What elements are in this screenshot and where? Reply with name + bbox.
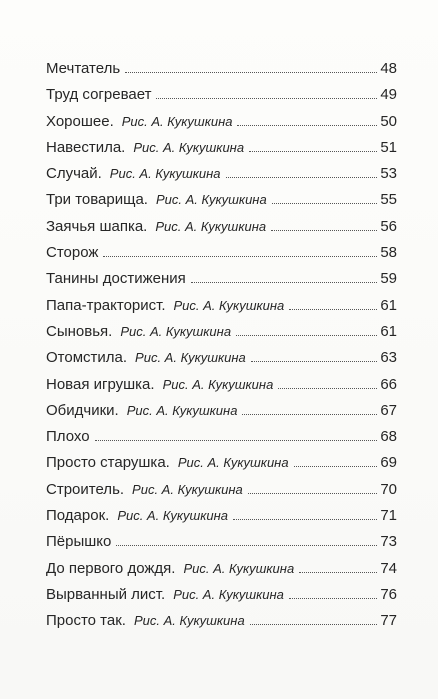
toc-entry-illustrator-credit: Рис. А. Кукушкина — [173, 297, 285, 313]
toc-entry-title: Случай. — [46, 165, 102, 183]
toc-entry-title: Сторож — [46, 244, 99, 262]
toc-entry — [46, 556, 397, 582]
toc-entry — [46, 608, 397, 634]
toc-entry-title: Просто так. — [46, 612, 126, 630]
toc-entry — [46, 82, 397, 108]
toc-entry-title: Мечтатель — [46, 60, 121, 77]
dot-leader — [289, 598, 377, 599]
toc-entry — [46, 161, 397, 187]
toc-entry-illustrator-credit: Рис. А. Кукушкина — [155, 192, 267, 208]
toc-entry — [46, 450, 397, 476]
toc-entry — [46, 424, 397, 450]
toc-entry — [46, 109, 397, 135]
toc-entry-illustrator-credit: Рис. А. Кукушкина — [133, 139, 245, 155]
toc-entry-page-number: 55 — [380, 191, 397, 209]
toc-entry-page-number: 50 — [380, 112, 397, 130]
dot-leader — [299, 572, 377, 573]
toc-entry-page-number: 56 — [380, 217, 397, 235]
dot-leader — [226, 177, 378, 178]
toc-entry — [46, 187, 397, 213]
toc-entry-page-number: 67 — [380, 401, 397, 419]
toc-entry-title: Труд согревает — [46, 86, 152, 104]
toc-entry-page-number: 71 — [380, 507, 397, 525]
dot-leader — [191, 282, 378, 283]
toc-entry-title: Навестила. — [46, 138, 126, 156]
toc-entry-page-number: 53 — [380, 165, 397, 183]
toc-entry-page-number: 77 — [380, 612, 397, 630]
toc-entry — [46, 135, 397, 161]
dot-leader — [251, 361, 378, 362]
toc-entry — [46, 398, 397, 424]
toc-entry — [46, 240, 397, 266]
dot-leader — [233, 519, 377, 520]
dot-leader — [237, 125, 377, 126]
toc-entry-page-number: 63 — [380, 349, 397, 367]
dot-leader — [95, 440, 378, 441]
toc-entry-title: Сыновья. — [46, 322, 113, 340]
table-of-contents — [46, 56, 397, 635]
toc-entry-page-number: 74 — [380, 559, 397, 577]
dot-leader — [248, 493, 378, 494]
toc-entry — [46, 477, 397, 503]
toc-entry — [46, 319, 397, 345]
toc-entry — [46, 345, 397, 371]
dot-leader — [272, 203, 378, 204]
toc-entry-illustrator-credit: Рис. А. Кукушкина — [120, 323, 232, 339]
toc-entry-page-number: 58 — [380, 244, 397, 262]
toc-entry-title: Заячья шапка. — [46, 217, 148, 235]
toc-entry-illustrator-credit: Рис. А. Кукушкина — [117, 508, 229, 524]
dot-leader — [250, 624, 378, 625]
toc-entry-page-number: 61 — [380, 296, 397, 314]
toc-entry-title: Вырванный лист. — [46, 585, 166, 603]
toc-entry-illustrator-credit: Рис. А. Кукушкина — [132, 481, 243, 497]
toc-entry — [46, 582, 397, 608]
toc-entry-illustrator-credit: Рис. А. Кукушкина — [126, 402, 238, 418]
dot-leader — [125, 72, 377, 73]
dot-leader — [278, 388, 377, 389]
dot-leader — [289, 309, 377, 310]
toc-entry-title: Обидчики. — [46, 401, 119, 419]
toc-entry-title: Строитель. — [46, 480, 125, 498]
dot-leader — [242, 414, 377, 415]
toc-entry-title: Плохо — [46, 428, 90, 446]
dot-leader — [156, 98, 377, 99]
toc-entry-title: Новая игрушка. — [46, 375, 155, 393]
toc-entry-illustrator-credit: Рис. А. Кукушкина — [162, 376, 274, 392]
toc-entry-title: Пёрышко — [46, 533, 112, 551]
toc-entry-illustrator-credit: Рис. А. Кукушкина — [183, 560, 295, 576]
toc-entry — [46, 372, 397, 398]
toc-entry — [46, 503, 397, 529]
toc-entry-page-number: 68 — [380, 428, 397, 446]
toc-entry-illustrator-credit: Рис. А. Кукушкина — [177, 455, 289, 471]
toc-entry-illustrator-credit: Рис. А. Кукушкина — [121, 113, 233, 129]
toc-entry-page-number: 48 — [380, 60, 397, 77]
toc-entry-page-number: 61 — [380, 322, 397, 340]
toc-entry-page-number: 51 — [380, 138, 397, 156]
toc-entry-illustrator-credit: Рис. А. Кукушкина — [155, 218, 267, 234]
toc-entry-title: Отомстила. — [46, 349, 128, 367]
dot-leader — [249, 151, 377, 152]
dot-leader — [103, 256, 377, 257]
toc-entry-title: Хорошее. — [46, 112, 114, 130]
toc-entry-title: Три товарища. — [46, 191, 148, 209]
dot-leader — [271, 230, 377, 231]
toc-entry-illustrator-credit: Рис. А. Кукушкина — [109, 166, 221, 182]
toc-entry-title: Папа-тракторист. — [46, 296, 166, 314]
toc-entry-illustrator-credit: Рис. А. Кукушкина — [173, 586, 284, 602]
toc-entry-page-number: 70 — [380, 480, 397, 498]
toc-entry-page-number: 66 — [380, 375, 397, 393]
toc-entry — [46, 293, 397, 319]
toc-entry — [46, 266, 397, 292]
dot-leader — [294, 466, 378, 467]
dot-leader — [116, 545, 377, 546]
toc-entry-title: Танины достижения — [46, 270, 186, 288]
toc-entry — [46, 214, 397, 240]
toc-entry-title: Подарок. — [46, 507, 110, 525]
toc-entry-illustrator-credit: Рис. А. Кукушкина — [135, 350, 246, 366]
toc-entry-page-number: 49 — [380, 86, 397, 104]
toc-entry-page-number: 73 — [380, 533, 397, 551]
toc-entry-illustrator-credit: Рис. А. Кукушкина — [133, 613, 245, 629]
toc-entry-title: Просто старушка. — [46, 454, 170, 472]
toc-entry — [46, 56, 397, 82]
toc-entry-page-number: 59 — [380, 270, 397, 288]
toc-entry-page-number: 76 — [380, 585, 397, 603]
toc-entry — [46, 529, 397, 555]
toc-entry-title: До первого дождя. — [46, 559, 176, 577]
dot-leader — [236, 335, 377, 336]
toc-entry-page-number: 69 — [380, 454, 397, 472]
